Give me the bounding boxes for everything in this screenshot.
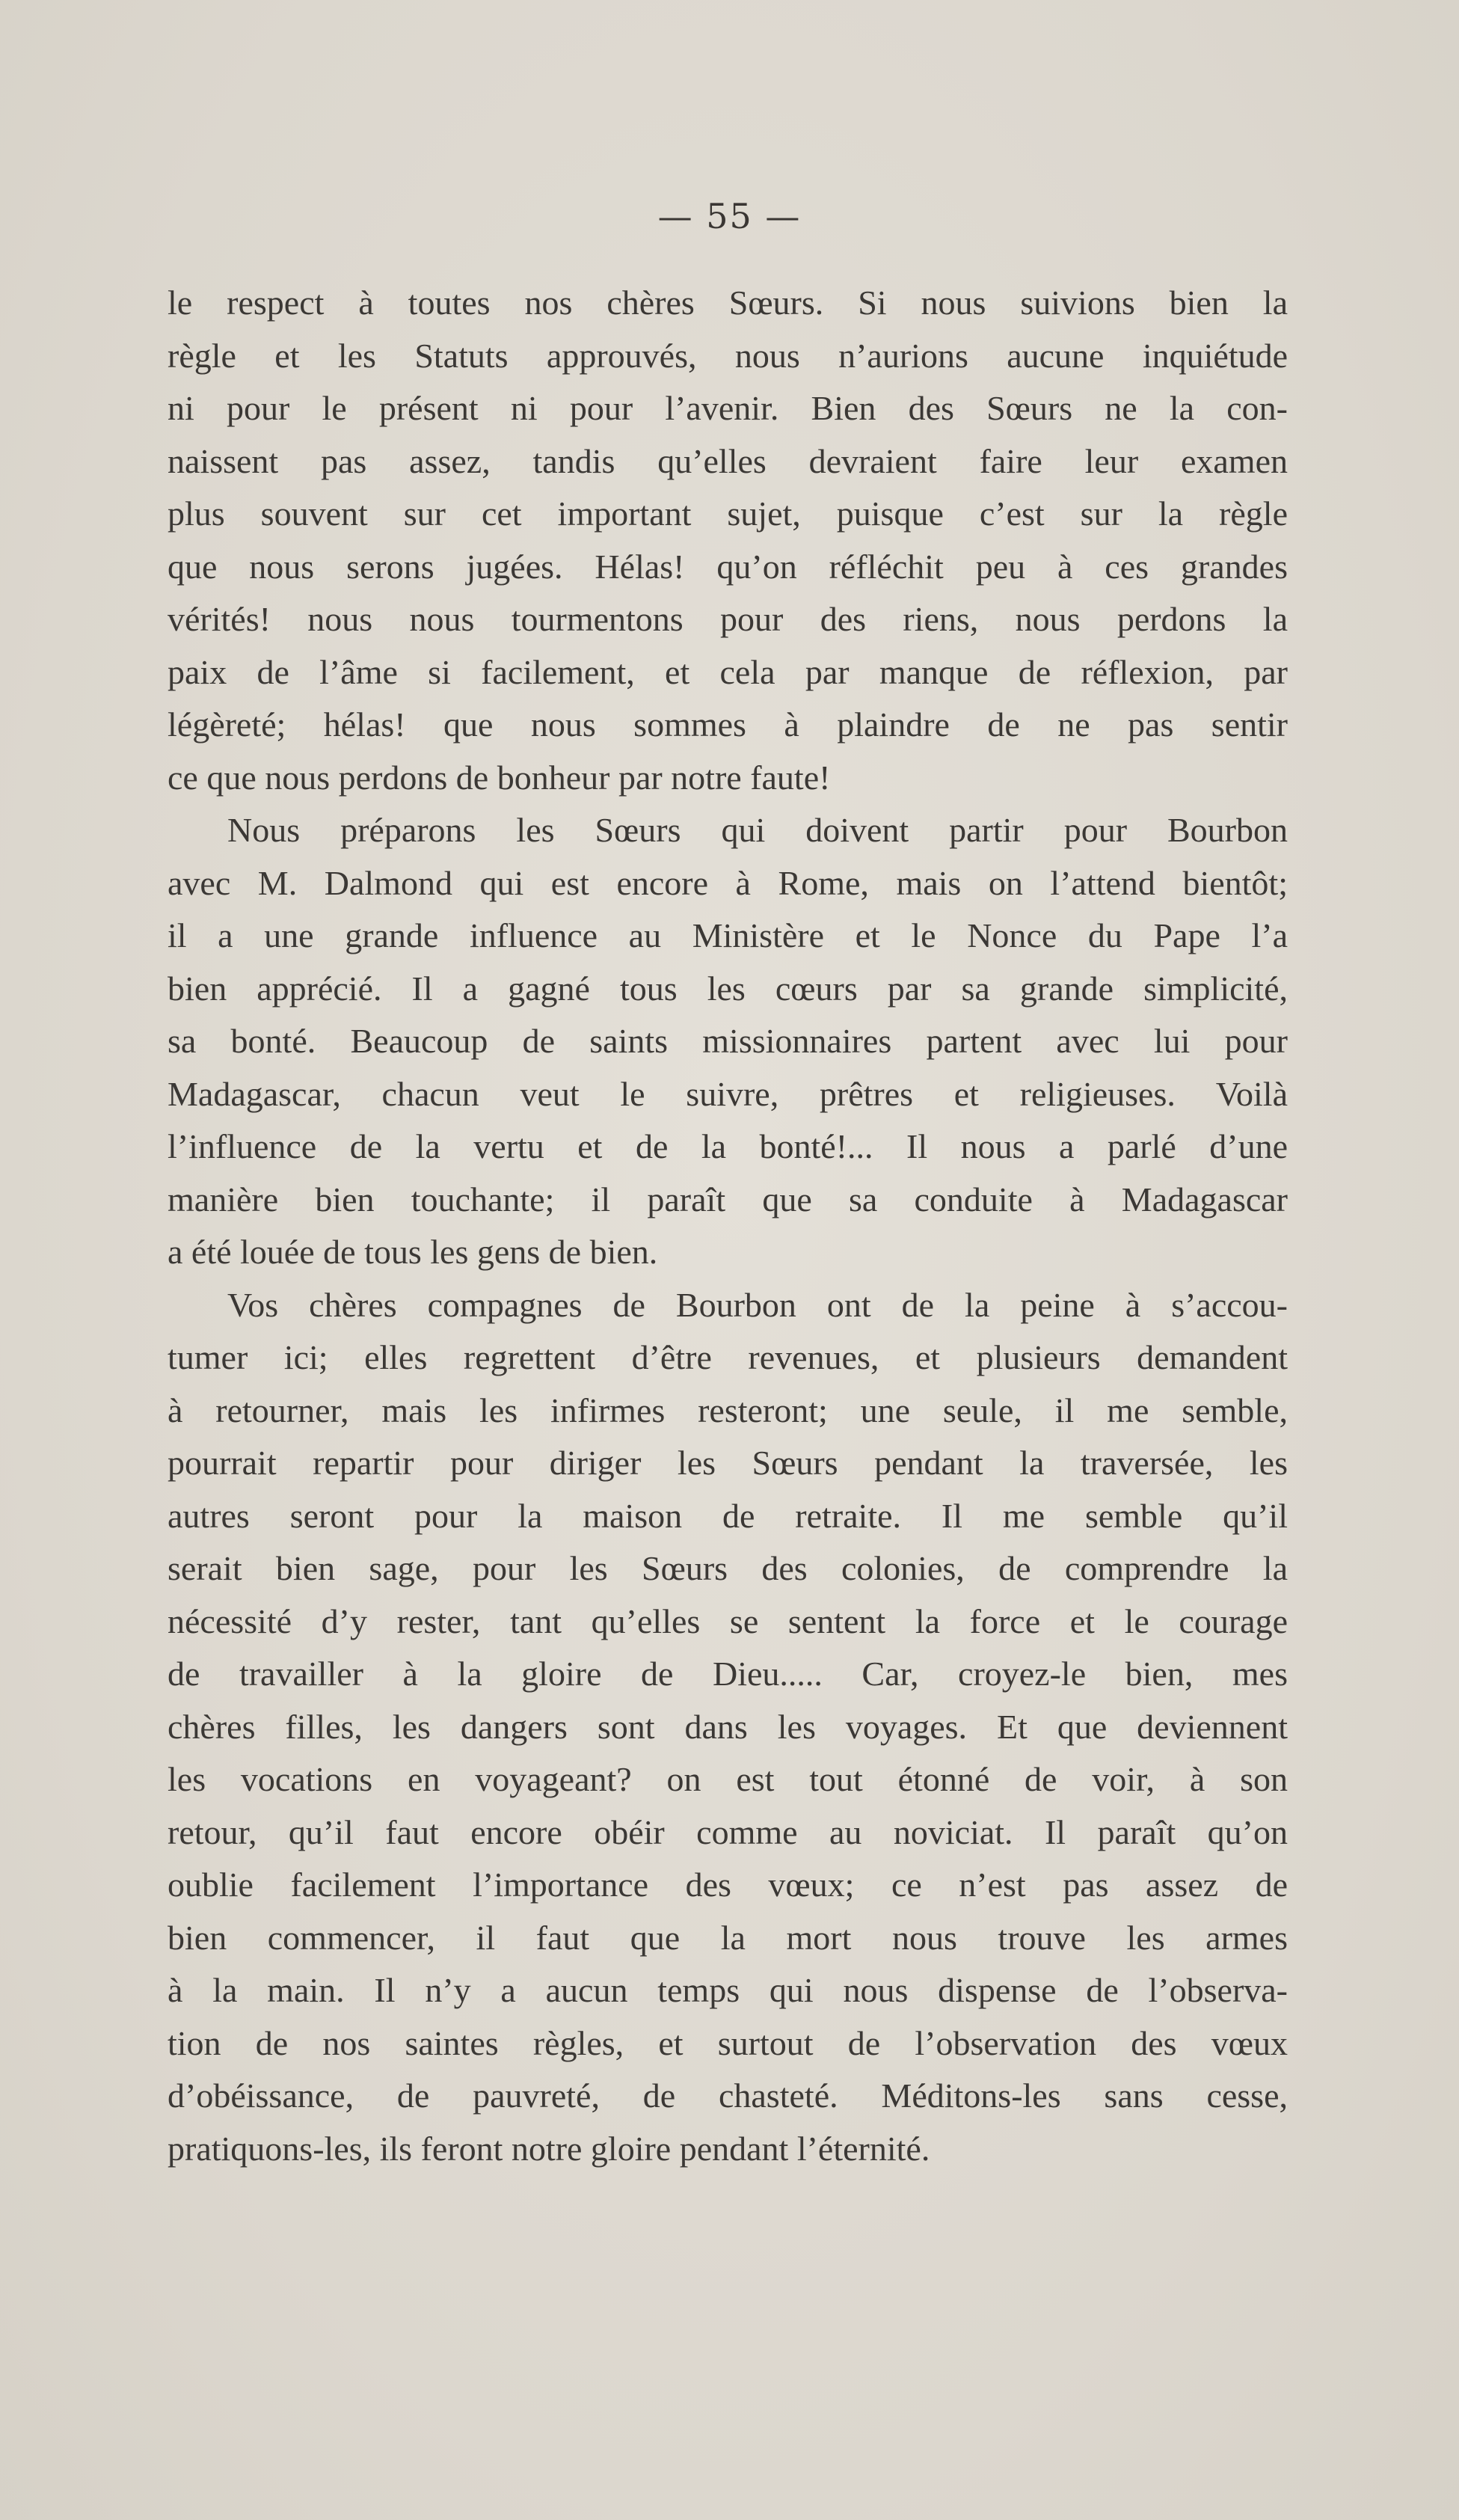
text-line: bien apprécié. Il a gagné tous les cœurs par sa grande simplicité, bbox=[168, 969, 1288, 1008]
text-line: bien commencer, il faut que la mort nous trouve les armes bbox=[168, 1918, 1288, 1957]
text-line: règle et les Statuts approuvés, nous n’aurions aucune inquiétude bbox=[168, 336, 1288, 375]
text-line: pourrait repartir pour diriger les Sœurs pendant la traversée, les bbox=[168, 1444, 1288, 1482]
text-line: légèreté; hélas! que nous sommes à plaindre de ne pas sentir bbox=[168, 705, 1288, 744]
body-text bbox=[168, 277, 1288, 2175]
text-line: paix de l’âme si facilement, et cela par manque de réflexion, par bbox=[168, 652, 1288, 691]
text-line: sa bonté. Beaucoup de saints missionnaires partent avec lui pour bbox=[168, 1022, 1288, 1060]
text-line: à retourner, mais les infirmes resteront; une seule, il me semble, bbox=[168, 1391, 1288, 1429]
text-line: à la main. Il n’y a aucun temps qui nous dispense de l’observa- bbox=[168, 1971, 1288, 2009]
text-line: tion de nos saintes règles, et surtout de l’observation des vœux bbox=[168, 2023, 1288, 2062]
text-line: de travailler à la gloire de Dieu..... Car, croyez-le bien, mes bbox=[168, 1655, 1288, 1693]
text-line: les vocations en voyageant? on est tout étonné de voir, à son bbox=[168, 1760, 1288, 1798]
text-line: que nous serons jugées. Hélas! qu’on réfléchit peu à ces grandes bbox=[168, 547, 1288, 586]
text-line: avec M. Dalmond qui est encore à Rome, mais on l’attend bientôt; bbox=[168, 863, 1288, 902]
text-line: Vos chères compagnes de Bourbon ont de la peine à s’accou- bbox=[227, 1285, 1288, 1324]
text-line: retour, qu’il faut encore obéir comme au noviciat. Il paraît qu’on bbox=[168, 1812, 1288, 1851]
text-line: tumer ici; elles regrettent d’être revenues, et plusieurs demandent bbox=[168, 1338, 1288, 1376]
text-line: Nous préparons les Sœurs qui doivent partir pour Bourbon bbox=[227, 811, 1288, 849]
text-line: plus souvent sur cet important sujet, puisque c’est sur la règle bbox=[168, 494, 1288, 533]
text-line: a été louée de tous les gens de bien. bbox=[168, 1233, 658, 1271]
text-line: vérités! nous nous tourmentons pour des riens, nous perdons la bbox=[168, 600, 1288, 638]
text-line: chères filles, les dangers sont dans les voyages. Et que deviennent bbox=[168, 1707, 1288, 1746]
text-line: pratiquons-les, ils feront notre gloire pendant l’éternité. bbox=[168, 2129, 930, 2168]
text-line: autres seront pour la maison de retraite. Il me semble qu’il bbox=[168, 1496, 1288, 1535]
text-line: oublie facilement l’importance des vœux; ce n’est pas assez de bbox=[168, 1866, 1288, 1904]
text-line: naissent pas assez, tandis qu’elles devraient faire leur examen bbox=[168, 441, 1288, 480]
text-line: le respect à toutes nos chères Sœurs. Si nous suivions bien la bbox=[168, 283, 1288, 322]
text-line: d’obéissance, de pauvreté, de chasteté. Méditons-les sans cesse, bbox=[168, 2076, 1288, 2115]
text-line: ni pour le présent ni pour l’avenir. Bien des Sœurs ne la con- bbox=[168, 389, 1288, 427]
text-line: ce que nous perdons de bonheur par notre faute! bbox=[168, 758, 831, 797]
text-line: manière bien touchante; il paraît que sa conduite à Madagascar bbox=[168, 1180, 1288, 1218]
page-number: — 55 — bbox=[657, 196, 802, 236]
text-line: nécessité d’y rester, tant qu’elles se sentent la force et le courage bbox=[168, 1601, 1288, 1640]
text-line: serait bien sage, pour les Sœurs des colonies, de comprendre la bbox=[168, 1549, 1288, 1587]
text-line: l’influence de la vertu et de la bonté!... Il nous a parlé d’une bbox=[168, 1127, 1288, 1165]
text-line: il a une grande influence au Ministère et le Nonce du Pape l’a bbox=[168, 916, 1288, 954]
text-line: Madagascar, chacun veut le suivre, prêtres et religieuses. Voilà bbox=[168, 1074, 1288, 1113]
